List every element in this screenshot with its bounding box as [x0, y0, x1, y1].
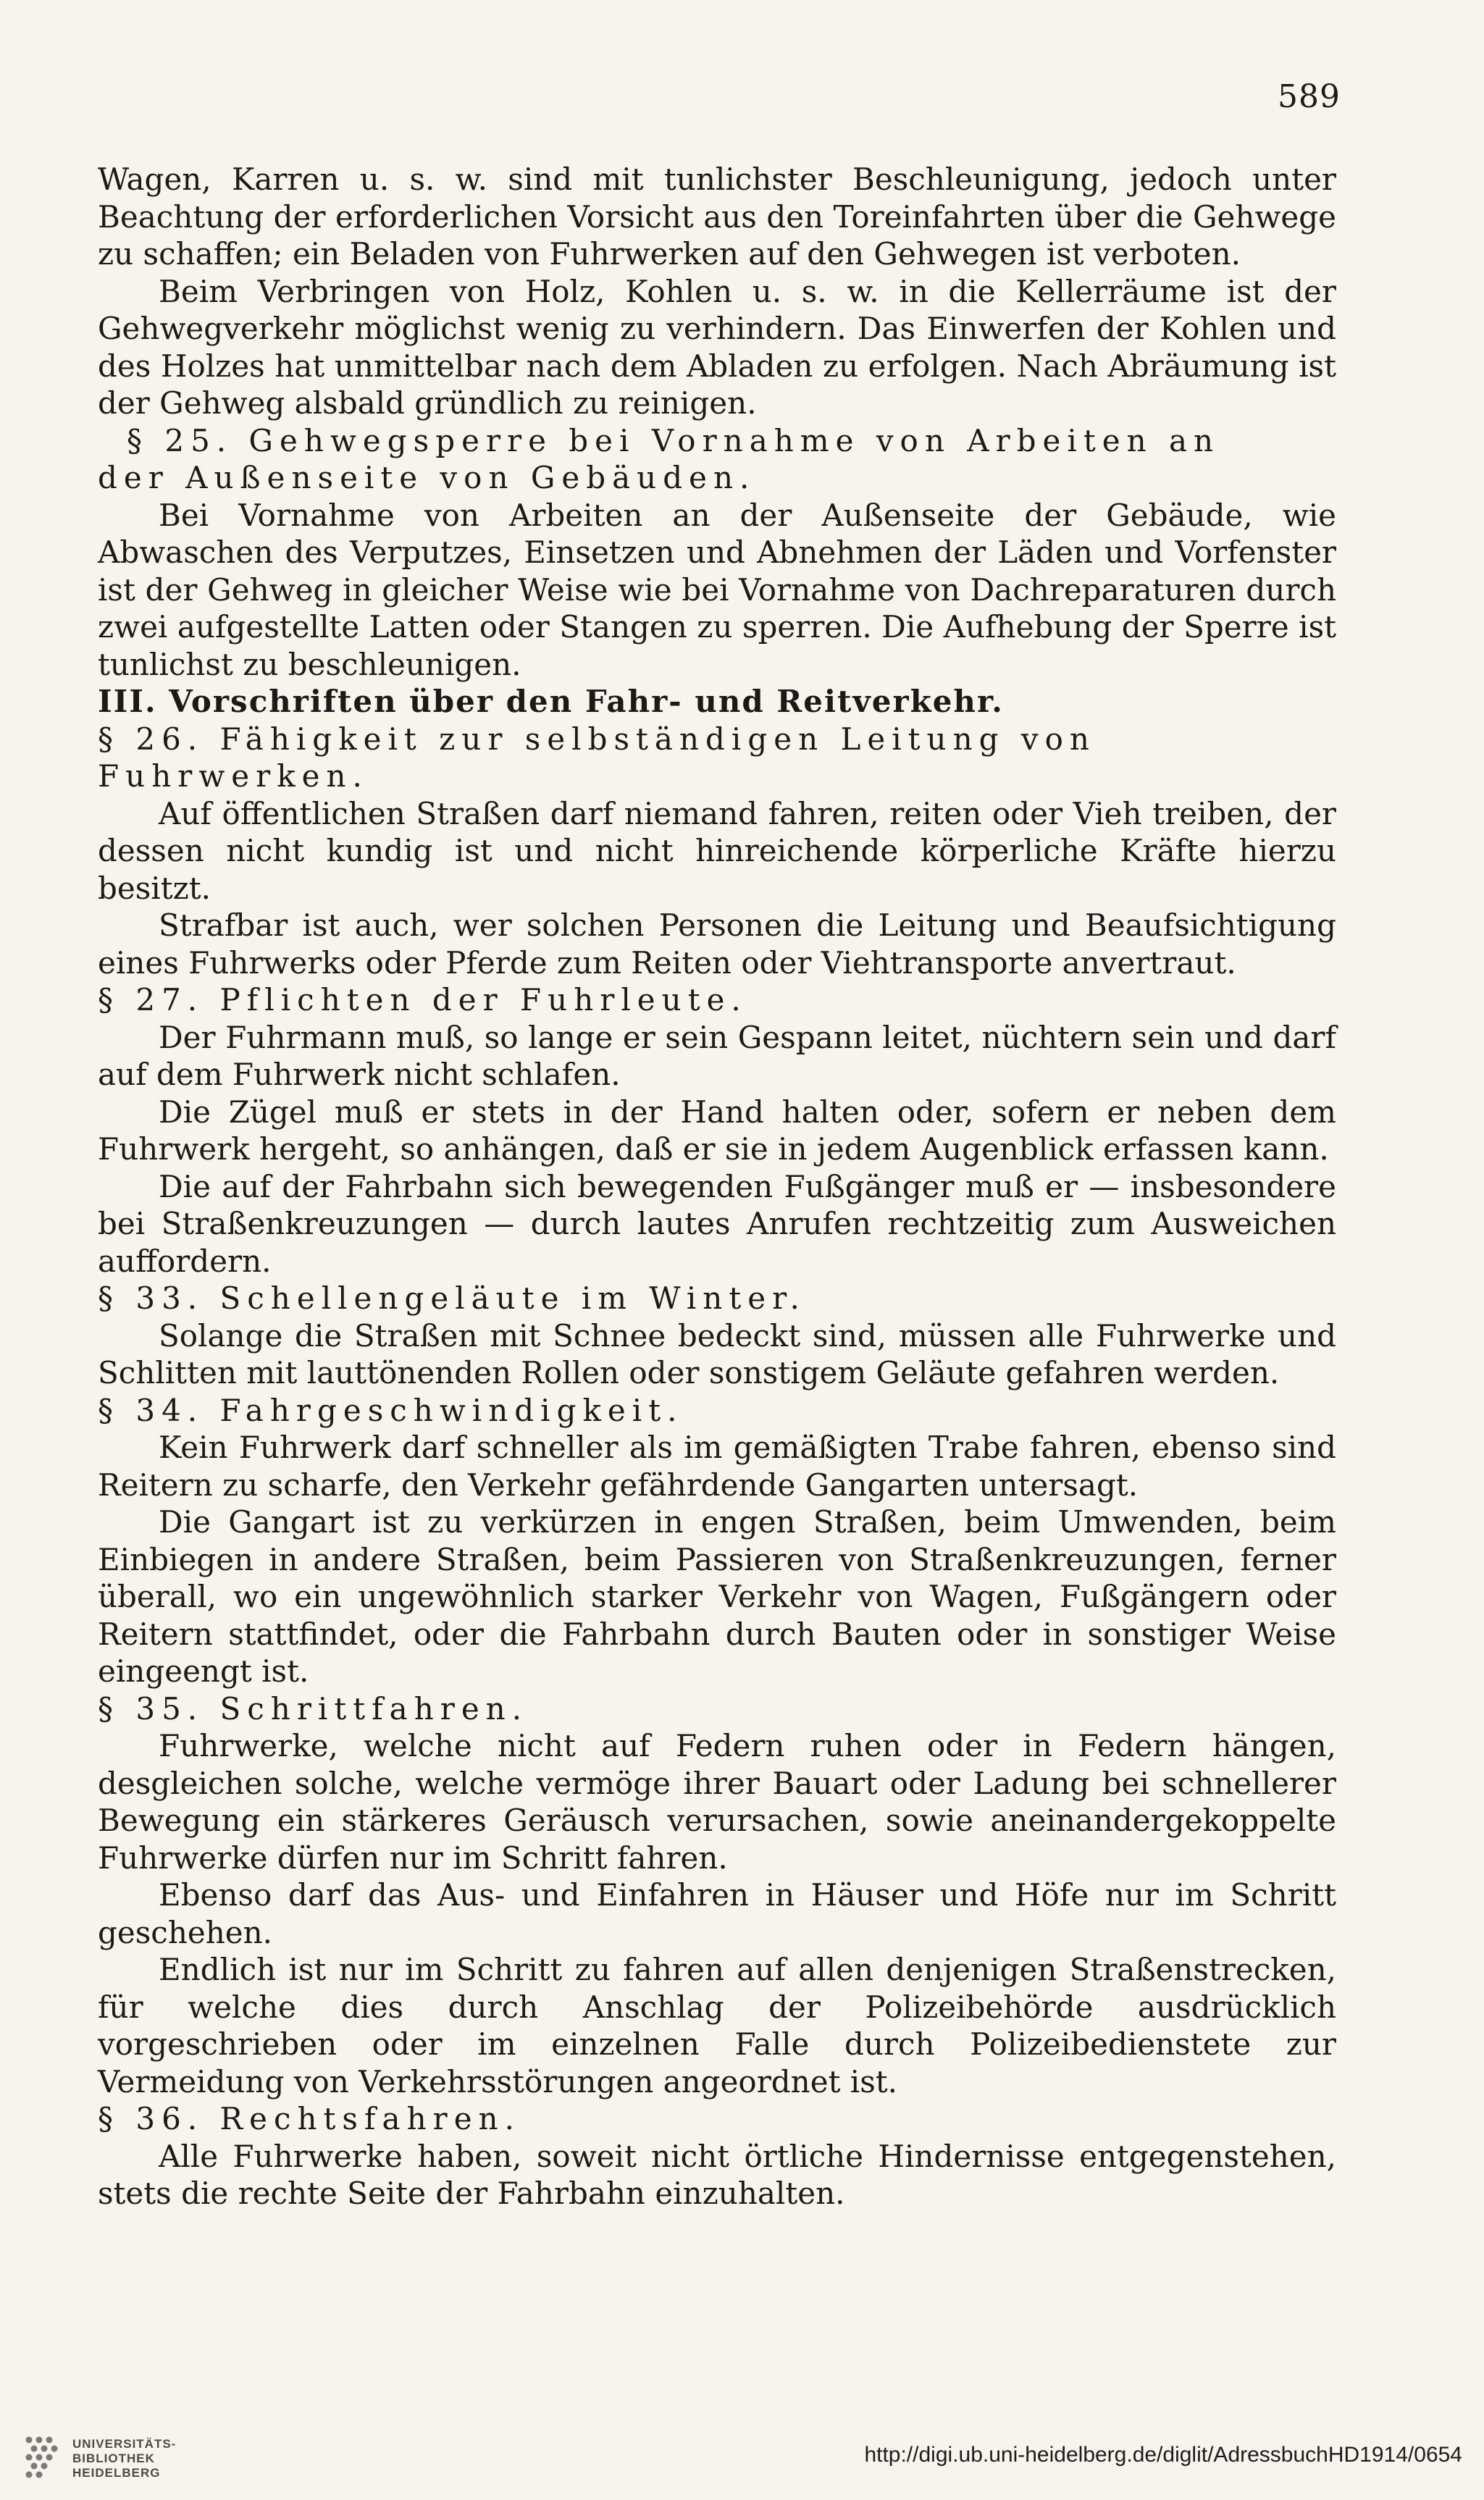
- section-heading-34: § 34. Fahrgeschwindigkeit.: [98, 1392, 684, 1428]
- paragraph: Bei Vornahme von Arbeiten an der Außenseite der Gebäude, wie Abwaschen des Verputzes, Einsetzen und Abnehmen der Läden und Vorfenster ist der Gehweg in gleicher Weise wie bei Vornahme von Dachreparaturen durch zwei aufgestellte Latten oder Stangen zu sperren. Die Aufhebung der Sperre ist tunlichst zu beschleunigen.: [98, 497, 1336, 682]
- paragraph: Fuhrwerke, welche nicht auf Federn ruhen oder in Federn hängen, desgleichen solche, welche vermöge ihrer Bauart oder Ladung bei schnellerer Bewegung ein stärkeres Geräusch verursachen, sowie aneinandergekoppelte Fuhrwerke dürfen nur im Schritt fahren.: [98, 1728, 1336, 1876]
- library-name-line: HEIDELBERG: [72, 2466, 161, 2480]
- paragraph: Der Fuhrmann muß, so lange er sein Gespann leitet, nüchtern sein und darf auf dem Fuhrwerk nicht schlafen.: [98, 1019, 1336, 1092]
- chapter-heading: III. Vorschriften über den Fahr- und Reitverkehr.: [98, 684, 1004, 719]
- paragraph: Alle Fuhrwerke haben, soweit nicht örtliche Hindernisse entgegenstehen, stets die rechte Seite der Fahrbahn einzuhalten.: [98, 2138, 1336, 2211]
- paragraph: Die auf der Fahrbahn sich bewegenden Fußgänger muß er — insbesondere bei Straßenkreuzungen — durch lautes Anrufen rechtzeitig zum Ausweichen auffordern.: [98, 1168, 1336, 1279]
- section-heading-27: § 27. Pflichten der Fuhrleute.: [98, 982, 747, 1018]
- paragraph: Kein Fuhrwerk darf schneller als im gemäßigten Trabe fahren, ebenso sind Reitern zu scharfe, den Verkehr gefährdende Gangarten untersagt.: [98, 1430, 1336, 1503]
- page-text: [98, 161, 1336, 2212]
- section-heading-25-cont: der Außenseite von Gebäuden.: [98, 460, 756, 495]
- library-name-line: BIBLIOTHEK: [72, 2451, 155, 2465]
- paragraph: Solange die Straßen mit Schnee bedeckt sind, müssen alle Fuhrwerke und Schlitten mit lauttönenden Rollen oder sonstigem Geläute gefahren werden.: [98, 1317, 1336, 1390]
- paragraph: Die Gangart ist zu verkürzen in engen Straßen, beim Umwenden, beim Einbiegen in andere Straßen, beim Passieren von Straßenkreuzungen, ferner überall, wo ein ungewöhnlich starker Verkehr von Wagen, Fußgängern oder Reitern stattfindet, oder die Fahrbahn durch Bauten oder in sonstiger Weise eingeengt ist.: [98, 1504, 1336, 1689]
- section-heading-25: § 25. Gehwegsperre bei Vornahme von Arbeiten an: [127, 422, 1220, 458]
- paragraph: Endlich ist nur im Schritt zu fahren auf allen denjenigen Straßenstrecken, für welche dies durch Anschlag der Polizeibehörde ausdrücklich vorgeschrieben oder im einzelnen Falle durch Polizeibedienstete zur Vermeidung von Verkehrsstörungen angeordnet ist.: [98, 1952, 1336, 2100]
- library-name-line: UNIVERSITÄTS-: [72, 2437, 177, 2451]
- university-library-logo-icon: [20, 2433, 62, 2485]
- paragraph: Beim Verbringen von Holz, Kohlen u. s. w. in die Kellerräume ist der Gehwegverkehr möglichst wenig zu verhindern. Das Einwerfen der Kohlen und des Holzes hat unmittelbar nach dem Abladen zu erfolgen. Nach Abräumung ist der Gehweg alsbald gründlich zu reinigen.: [98, 273, 1336, 421]
- section-heading-26-cont: Fuhrwerken.: [98, 758, 369, 794]
- paragraph: Ebenso darf das Aus- und Einfahren in Häuser und Höfe nur im Schritt geschehen.: [98, 1877, 1336, 1950]
- source-url-link[interactable]: http://digi.ub.uni-heidelberg.de/diglit/AdressbuchHD1914/0654: [864, 2443, 1462, 2467]
- paragraph: Wagen, Karren u. s. w. sind mit tunlichster Beschleunigung, jedoch unter Beachtung der erforderlichen Vorsicht aus den Toreinfahrten über die Gehwege zu schaffen; ein Beladen von Fuhrwerken auf den Gehwegen ist verboten.: [98, 162, 1336, 272]
- paragraph: Die Zügel muß er stets in der Hand halten oder, sofern er neben dem Fuhrwerk hergeht, so anhängen, daß er sie in jedem Augenblick erfassen kann.: [98, 1094, 1336, 1167]
- footer: [0, 2415, 1484, 2500]
- section-heading-26: § 26. Fähigkeit zur selbständigen Leitung von: [98, 721, 1096, 757]
- paragraph: Strafbar ist auch, wer solchen Personen die Leitung und Beaufsichtigung eines Fuhrwerks oder Pferde zum Reiten oder Viehtransporte anvertraut.: [98, 907, 1336, 981]
- section-heading-33: § 33. Schellengeläute im Winter.: [98, 1280, 806, 1316]
- section-heading-36: § 36. Rechtsfahren.: [98, 2101, 521, 2136]
- paragraph: Auf öffentlichen Straßen darf niemand fahren, reiten oder Vieh treiben, der dessen nicht kundig ist und nicht hinreichende körperliche Kräfte hierzu besitzt.: [98, 795, 1336, 906]
- page-number: 589: [1278, 78, 1341, 115]
- library-name: [72, 2437, 176, 2480]
- section-heading-35: § 35. Schrittfahren.: [98, 1690, 529, 1727]
